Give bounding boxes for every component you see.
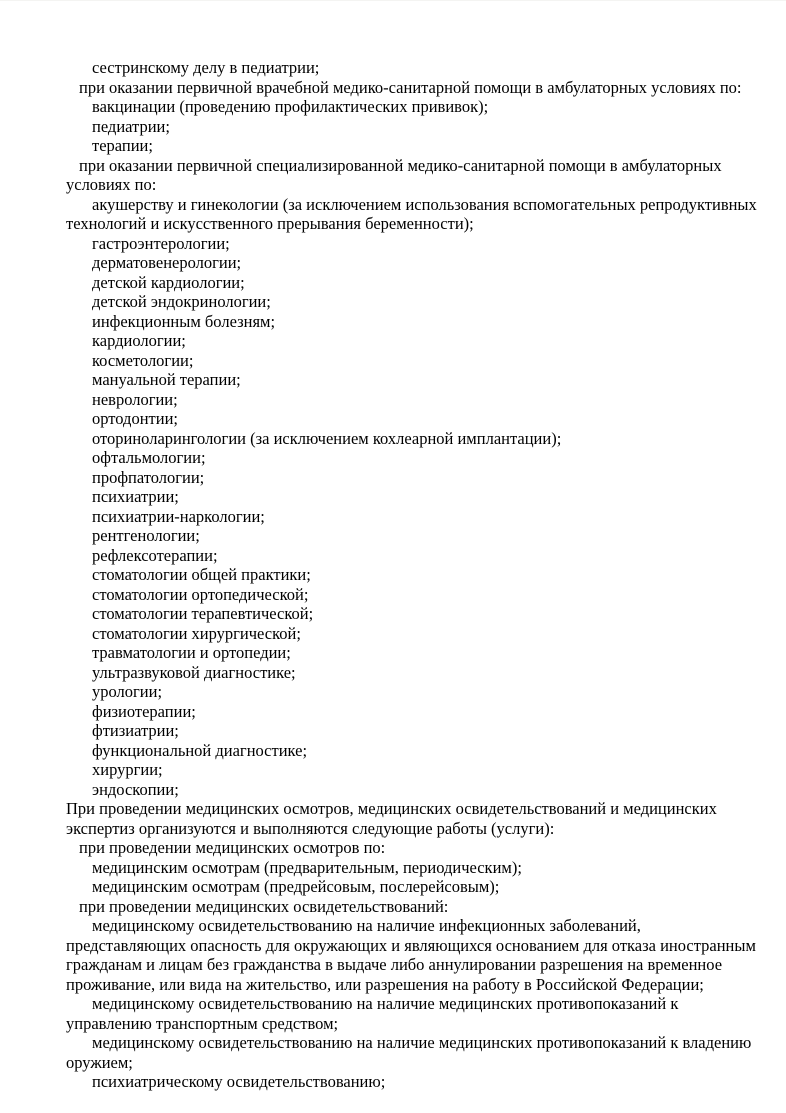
paragraph: медицинскому освидетельствованию на наличие инфекционных заболеваний, представляющих опасность для окружающих и являющихся основанием для отказа иностранным гражданам и лицам без гражданства в выдаче либо аннулировании разрешения на временное проживание, или вида на жительство, или разрешения на работу в Российской Федерации; <box>66 916 756 994</box>
paragraph: вакцинации (проведению профилактических прививок); <box>92 97 489 116</box>
paragraph: эндоскопии; <box>92 779 179 799</box>
paragraph: при проведении медицинских осмотров по: <box>79 838 386 857</box>
paragraph: психиатрии; <box>92 487 179 506</box>
paragraph: фтизиатрии; <box>92 721 179 740</box>
paragraph: дерматовенерологии; <box>92 253 242 272</box>
paragraph: медицинскому освидетельствованию на наличие медицинских противопоказаний к управлению транспортным средством; <box>66 994 679 1033</box>
paragraph: гастроэнтерологии; <box>92 233 230 253</box>
paragraph: травматологии и ортопедии; <box>92 643 291 662</box>
paragraph: профпатологии; <box>92 467 205 487</box>
paragraph: сестринскому делу в педиатрии; <box>92 58 320 77</box>
paragraph: психиатрическому освидетельствованию; <box>92 1072 386 1091</box>
paragraph: детской кардиологии; <box>92 272 245 292</box>
paragraph: стоматологии общей практики; <box>92 565 311 584</box>
paragraph: медицинским осмотрам (предрейсовым, послерейсовым); <box>92 877 500 896</box>
paragraph: кардиологии; <box>92 331 186 350</box>
paragraph: функциональной диагностике; <box>92 740 308 760</box>
paragraph: физиотерапии; <box>92 701 196 721</box>
paragraph: мануальной терапии; <box>92 370 241 389</box>
paragraph: ортодонтии; <box>92 409 178 428</box>
paragraph: стоматологии терапевтической; <box>92 604 314 623</box>
paragraph: При проведении медицинских осмотров, медицинских освидетельствований и медицинских экспертиз организуются и выполняются следующие работы (услуги): <box>66 799 717 838</box>
document-text <box>66 58 758 1092</box>
paragraph: офтальмологии; <box>92 448 206 467</box>
paragraph: терапии; <box>92 136 153 155</box>
paragraph: при оказании первичной врачебной медико-санитарной помощи в амбулаторных условиях по: <box>79 77 742 97</box>
paragraph: при оказании первичной специализированной медико-санитарной помощи в амбулаторных условиях по: <box>66 155 722 194</box>
paragraph: урологии; <box>92 682 163 701</box>
paragraph: психиатрии-наркологии; <box>92 506 265 526</box>
paragraph: инфекционным болезням; <box>92 311 276 331</box>
paragraph: медицинскому освидетельствованию на наличие медицинских противопоказаний к владению оружием; <box>66 1033 752 1072</box>
paragraph: медицинским осмотрам (предварительным, периодическим); <box>92 857 522 877</box>
paragraph: ультразвуковой диагностике; <box>92 662 296 682</box>
paragraph: косметологии; <box>92 350 194 370</box>
paragraph: при проведении медицинских освидетельствований: <box>79 896 449 916</box>
paragraph: акушерству и гинекологии (за исключением использования вспомогательных репродуктивных технологий и искусственного прерывания беременности); <box>66 194 757 233</box>
paragraph: оториноларингологии (за исключением кохлеарной имплантации); <box>92 428 562 448</box>
paragraph: педиатрии; <box>92 116 170 136</box>
paragraph: стоматологии ортопедической; <box>92 584 309 604</box>
paragraph: рефлексотерапии; <box>92 545 218 565</box>
paragraph: рентгенологии; <box>92 526 200 545</box>
paragraph: стоматологии хирургической; <box>92 623 301 643</box>
paragraph: неврологии; <box>92 389 178 409</box>
paragraph: детской эндокринологии; <box>92 292 271 311</box>
paragraph: хирургии; <box>92 760 163 779</box>
